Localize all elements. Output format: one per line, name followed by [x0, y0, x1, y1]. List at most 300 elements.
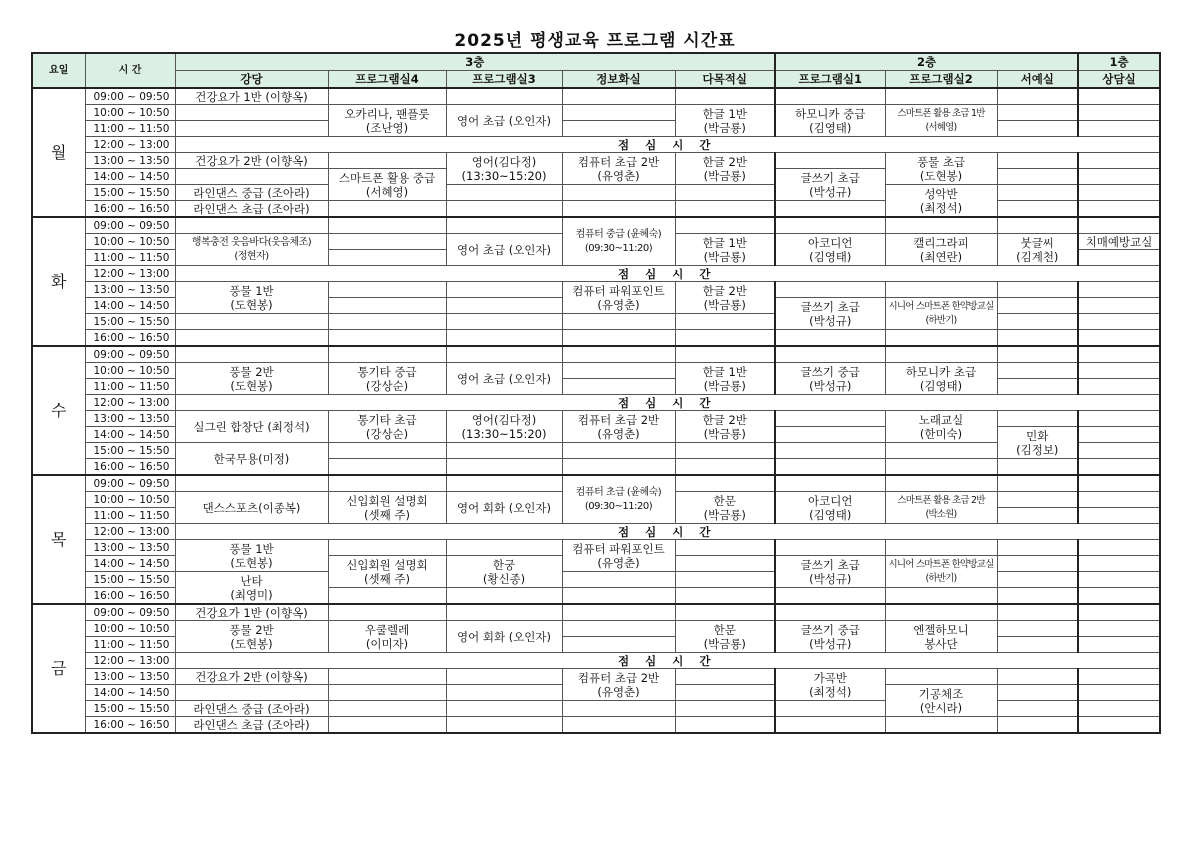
mon-room4-am: 오카리나, 팬플룻 (조난영)	[328, 105, 446, 137]
empty-cell	[562, 346, 675, 363]
header-room-counsel: 상담실	[1078, 71, 1160, 89]
header-room-4: 프로그램실4	[328, 71, 446, 89]
thu-auditorium-pm: 풍물 1반 (도현봉)	[175, 540, 328, 572]
time-slot: 09:00 ~ 09:50	[85, 88, 175, 105]
empty-cell	[1078, 427, 1160, 443]
empty-cell	[885, 88, 997, 105]
header-time: 시 간	[85, 53, 175, 88]
time-slot: 15:00 ~ 15:50	[85, 185, 175, 201]
empty-cell	[997, 637, 1078, 653]
lunch-row: 점 심 시 간	[175, 395, 1160, 411]
thu-room3-pm: 한궁 (황신종)	[446, 556, 562, 588]
empty-cell	[328, 330, 446, 347]
empty-cell	[562, 588, 675, 605]
thu-room3-am: 영어 회화 (오인자)	[446, 492, 562, 524]
empty-cell	[446, 314, 562, 330]
empty-cell	[562, 330, 675, 347]
empty-cell	[775, 88, 885, 105]
time-slot: 13:00 ~ 13:50	[85, 411, 175, 427]
empty-cell	[997, 88, 1078, 105]
header-room-1: 프로그램실1	[775, 71, 885, 89]
empty-cell	[328, 234, 446, 250]
thu-auditorium-late: 난타 (최영미)	[175, 572, 328, 605]
tue-info-pm: 컴퓨터 파워포인트 (유영춘)	[562, 282, 675, 314]
empty-cell	[562, 459, 675, 476]
empty-cell	[775, 346, 885, 363]
time-slot: 10:00 ~ 10:50	[85, 105, 175, 121]
empty-cell	[997, 475, 1078, 492]
empty-cell	[997, 508, 1078, 524]
empty-cell	[885, 330, 997, 347]
empty-cell	[328, 282, 446, 298]
empty-cell	[328, 298, 446, 314]
empty-cell	[328, 604, 446, 621]
empty-cell	[1078, 330, 1160, 347]
empty-cell	[997, 540, 1078, 556]
empty-cell	[997, 669, 1078, 685]
empty-cell	[1078, 411, 1160, 427]
empty-cell	[562, 185, 675, 201]
empty-cell	[997, 492, 1078, 508]
empty-cell	[775, 475, 885, 492]
empty-cell	[1078, 685, 1160, 701]
empty-cell	[328, 540, 446, 556]
time-slot: 12:00 ~ 13:00	[85, 395, 175, 411]
fri-room1-pm: 가곡반 (최정석)	[775, 669, 885, 701]
empty-cell	[997, 604, 1078, 621]
mon-auditorium-1500: 라인댄스 중급 (조아라)	[175, 185, 328, 201]
empty-cell	[1078, 637, 1160, 653]
empty-cell	[175, 685, 328, 701]
wed-callig-pm: 민화 (김정보)	[997, 427, 1078, 459]
time-slot: 11:00 ~ 11:50	[85, 250, 175, 266]
time-slot: 12:00 ~ 13:00	[85, 524, 175, 540]
wed-auditorium-pm: 실그린 합창단 (최정석)	[175, 411, 328, 443]
empty-cell	[1078, 217, 1160, 234]
time-slot: 12:00 ~ 13:00	[85, 137, 175, 153]
empty-cell	[328, 201, 446, 218]
fri-auditorium-1600: 라인댄스 초급 (조아라)	[175, 717, 328, 734]
empty-cell	[175, 330, 328, 347]
empty-cell	[997, 346, 1078, 363]
empty-cell	[446, 346, 562, 363]
thu-auditorium-am: 댄스스포츠(이종복)	[175, 492, 328, 524]
empty-cell	[1078, 379, 1160, 395]
header-room-info: 정보화실	[562, 71, 675, 89]
header-room-calligraphy: 서예실	[997, 71, 1078, 89]
empty-cell	[1078, 492, 1160, 508]
empty-cell	[175, 169, 328, 185]
empty-cell	[885, 588, 997, 605]
wed-room4-pm: 통기타 초급 (강상순)	[328, 411, 446, 443]
day-label-tue: 화	[32, 217, 85, 346]
mon-room2-pm: 풍물 초급 (도현봉)	[885, 153, 997, 185]
empty-cell	[1078, 121, 1160, 137]
empty-cell	[446, 201, 562, 218]
empty-cell	[446, 604, 562, 621]
empty-cell	[446, 443, 562, 459]
empty-cell	[675, 685, 775, 701]
empty-cell	[562, 201, 675, 218]
fri-room2-pm: 기공체조 (안시라)	[885, 685, 997, 717]
empty-cell	[562, 701, 675, 717]
thu-room1-pm: 글쓰기 초급 (박성규)	[775, 556, 885, 588]
empty-cell	[446, 217, 562, 234]
fri-auditorium-1300: 건강요가 2반 (이향옥)	[175, 669, 328, 685]
thu-room2-pm: 시니어 스마트폰 한약방교실 (하반기)	[885, 556, 997, 588]
tue-room2-am: 캘리그라피 (최연란)	[885, 234, 997, 266]
empty-cell	[446, 459, 562, 476]
time-slot: 16:00 ~ 16:50	[85, 717, 175, 734]
empty-cell	[997, 701, 1078, 717]
time-slot: 11:00 ~ 11:50	[85, 121, 175, 137]
time-slot: 13:00 ~ 13:50	[85, 669, 175, 685]
empty-cell	[997, 411, 1078, 427]
page-title: 2025년 평생교육 프로그램 시간표	[454, 31, 736, 51]
fri-room1-am: 글쓰기 중급 (박성규)	[775, 621, 885, 653]
empty-cell	[675, 346, 775, 363]
empty-cell	[1078, 443, 1160, 459]
tue-room1-pm: 글쓰기 초급 (박성규)	[775, 298, 885, 330]
time-slot: 14:00 ~ 14:50	[85, 169, 175, 185]
lunch-row: 점 심 시 간	[175, 137, 1160, 153]
empty-cell	[997, 185, 1078, 201]
mon-room1-pm: 글쓰기 초급 (박성규)	[775, 169, 885, 201]
wed-room2-pm: 노래교실 (한미숙)	[885, 411, 997, 443]
empty-cell	[328, 346, 446, 363]
empty-cell	[775, 459, 885, 476]
empty-cell	[446, 588, 562, 605]
time-slot: 14:00 ~ 14:50	[85, 685, 175, 701]
fri-auditorium-am: 풍물 2반 (도현봉)	[175, 621, 328, 653]
time-slot: 16:00 ~ 16:50	[85, 201, 175, 218]
empty-cell	[446, 717, 562, 734]
empty-cell	[1078, 540, 1160, 556]
empty-cell	[1078, 701, 1160, 717]
mon-auditorium-1300: 건강요가 2반 (이향옥)	[175, 153, 328, 169]
tue-counsel-am: 치매예방교실	[1078, 234, 1160, 250]
mon-auditorium-1600: 라인댄스 초급 (조아라)	[175, 201, 328, 218]
tue-multi-pm: 한글 2반 (박금룡)	[675, 282, 775, 314]
empty-cell	[885, 282, 997, 298]
empty-cell	[562, 637, 675, 653]
empty-cell	[775, 411, 885, 427]
mon-auditorium-0900: 건강요가 1반 (이향옥)	[175, 88, 328, 105]
time-slot: 12:00 ~ 13:00	[85, 653, 175, 669]
time-slot: 14:00 ~ 14:50	[85, 556, 175, 572]
thu-room1-am: 아코디언 (김영태)	[775, 492, 885, 524]
empty-cell	[775, 588, 885, 605]
empty-cell	[446, 330, 562, 347]
day-label-fri: 금	[32, 604, 85, 733]
time-slot: 11:00 ~ 11:50	[85, 379, 175, 395]
lunch-row: 점 심 시 간	[175, 653, 1160, 669]
tue-auditorium-am: 행복충전 웃음바다(웃음체조) (정현자)	[175, 234, 328, 266]
empty-cell	[1078, 282, 1160, 298]
empty-cell	[675, 604, 775, 621]
time-slot: 09:00 ~ 09:50	[85, 604, 175, 621]
empty-cell	[562, 443, 675, 459]
empty-cell	[675, 88, 775, 105]
tue-room1-am: 아코디언 (김영태)	[775, 234, 885, 266]
empty-cell	[1078, 459, 1160, 476]
empty-cell	[446, 185, 562, 201]
empty-cell	[675, 588, 775, 605]
wed-room2-am: 하모니카 초급 (김영태)	[885, 363, 997, 395]
day-label-wed: 수	[32, 346, 85, 475]
empty-cell	[1078, 556, 1160, 572]
empty-cell	[1078, 621, 1160, 637]
time-slot: 11:00 ~ 11:50	[85, 637, 175, 653]
empty-cell	[175, 314, 328, 330]
tue-room3-am: 영어 초급 (오인자)	[446, 234, 562, 266]
empty-cell	[1078, 669, 1160, 685]
day-label-thu: 목	[32, 475, 85, 604]
tue-info-am: 컴퓨터 중급 (윤혜숙) (09:30~11:20)	[562, 217, 675, 266]
empty-cell	[997, 121, 1078, 137]
empty-cell	[328, 717, 446, 734]
mon-info-pm: 컴퓨터 초급 2반 (유영춘)	[562, 153, 675, 185]
empty-cell	[1078, 298, 1160, 314]
time-slot: 15:00 ~ 15:50	[85, 701, 175, 717]
wed-auditorium-late: 한국무용(미정)	[175, 443, 328, 476]
empty-cell	[997, 153, 1078, 169]
header-day: 요일	[32, 53, 85, 88]
empty-cell	[1078, 604, 1160, 621]
empty-cell	[1078, 475, 1160, 492]
mon-multi-pm: 한글 2반 (박금룡)	[675, 153, 775, 185]
empty-cell	[997, 588, 1078, 605]
empty-cell	[1078, 250, 1160, 266]
empty-cell	[997, 379, 1078, 395]
empty-cell	[562, 717, 675, 734]
empty-cell	[675, 572, 775, 588]
empty-cell	[562, 88, 675, 105]
thu-multi-am: 한문 (박금룡)	[675, 492, 775, 524]
empty-cell	[885, 346, 997, 363]
empty-cell	[328, 88, 446, 105]
empty-cell	[675, 185, 775, 201]
empty-cell	[328, 701, 446, 717]
wed-multi-pm: 한글 2반 (박금룡)	[675, 411, 775, 443]
time-slot: 11:00 ~ 11:50	[85, 508, 175, 524]
time-slot: 10:00 ~ 10:50	[85, 492, 175, 508]
time-slot: 12:00 ~ 13:00	[85, 266, 175, 282]
header-floor3: 3층	[175, 53, 775, 71]
time-slot: 16:00 ~ 16:50	[85, 330, 175, 347]
empty-cell	[675, 540, 775, 556]
empty-cell	[885, 217, 997, 234]
time-slot: 15:00 ~ 15:50	[85, 314, 175, 330]
empty-cell	[997, 556, 1078, 572]
empty-cell	[1078, 346, 1160, 363]
time-slot: 13:00 ~ 13:50	[85, 540, 175, 556]
empty-cell	[446, 669, 562, 685]
empty-cell	[775, 701, 885, 717]
empty-cell	[997, 169, 1078, 185]
empty-cell	[775, 282, 885, 298]
header-room-multi: 다목적실	[675, 71, 775, 89]
empty-cell	[675, 717, 775, 734]
empty-cell	[328, 588, 446, 605]
empty-cell	[328, 459, 446, 476]
empty-cell	[562, 105, 675, 121]
empty-cell	[675, 217, 775, 234]
empty-cell	[775, 604, 885, 621]
empty-cell	[446, 701, 562, 717]
empty-cell	[562, 572, 675, 588]
wed-room1-am: 글쓰기 중급 (박성규)	[775, 363, 885, 395]
fri-info-pm: 컴퓨터 초급 2반 (유영춘)	[562, 669, 675, 701]
empty-cell	[328, 443, 446, 459]
fri-room3-am: 영어 회화 (오인자)	[446, 621, 562, 653]
empty-cell	[328, 217, 446, 234]
mon-room2-late: 성악반 (최정석)	[885, 185, 997, 218]
thu-room4-pm: 신입회원 설명회 (셋째 주)	[328, 556, 446, 588]
empty-cell	[1078, 363, 1160, 379]
empty-cell	[775, 201, 885, 218]
empty-cell	[675, 669, 775, 685]
empty-cell	[675, 459, 775, 476]
fri-room2-am: 엔젤하모니 봉사단	[885, 621, 997, 653]
empty-cell	[446, 88, 562, 105]
empty-cell	[885, 443, 997, 459]
wed-info-pm: 컴퓨터 초급 2반 (유영춘)	[562, 411, 675, 443]
empty-cell	[328, 250, 446, 266]
empty-cell	[1078, 201, 1160, 218]
empty-cell	[997, 282, 1078, 298]
header-room-auditorium: 강당	[175, 71, 328, 89]
empty-cell	[997, 314, 1078, 330]
tue-auditorium-pm: 풍물 1반 (도현봉)	[175, 282, 328, 314]
empty-cell	[1078, 508, 1160, 524]
empty-cell	[1078, 105, 1160, 121]
empty-cell	[775, 717, 885, 734]
empty-cell	[775, 427, 885, 443]
empty-cell	[997, 201, 1078, 218]
tue-room2-pm: 시니어 스마트폰 한약방교실 (하반기)	[885, 298, 997, 330]
empty-cell	[446, 298, 562, 314]
wed-multi-am: 한글 1반 (박금룡)	[675, 363, 775, 395]
wed-room3-pm: 영어(김다정) (13:30~15:20)	[446, 411, 562, 443]
fri-multi-am: 한문 (박금룡)	[675, 621, 775, 653]
empty-cell	[997, 459, 1078, 476]
time-slot: 13:00 ~ 13:50	[85, 282, 175, 298]
mon-multi-am: 한글 1반 (박금룡)	[675, 105, 775, 137]
empty-cell	[175, 217, 328, 234]
empty-cell	[1078, 717, 1160, 734]
time-slot: 16:00 ~ 16:50	[85, 588, 175, 605]
fri-auditorium-1500: 라인댄스 중급 (조아라)	[175, 701, 328, 717]
day-label-mon: 월	[32, 88, 85, 217]
time-slot: 10:00 ~ 10:50	[85, 621, 175, 637]
header-room-3: 프로그램실3	[446, 71, 562, 89]
empty-cell	[775, 153, 885, 169]
empty-cell	[175, 346, 328, 363]
lunch-row: 점 심 시 간	[175, 266, 1160, 282]
tue-callig-am: 붓글씨 (김계천)	[997, 234, 1078, 266]
fri-room4-am: 우쿨렐레 (이미자)	[328, 621, 446, 653]
thu-room4-am: 신입회원 설명회 (셋째 주)	[328, 492, 446, 524]
empty-cell	[1078, 169, 1160, 185]
empty-cell	[997, 685, 1078, 701]
empty-cell	[997, 105, 1078, 121]
empty-cell	[997, 621, 1078, 637]
fri-auditorium-0900: 건강요가 1반 (이향옥)	[175, 604, 328, 621]
lunch-row: 점 심 시 간	[175, 524, 1160, 540]
empty-cell	[775, 540, 885, 556]
empty-cell	[1078, 153, 1160, 169]
empty-cell	[328, 669, 446, 685]
empty-cell	[675, 201, 775, 218]
time-slot: 13:00 ~ 13:50	[85, 153, 175, 169]
empty-cell	[1078, 314, 1160, 330]
mon-room3-pm: 영어(김다정) (13:30~15:20)	[446, 153, 562, 185]
empty-cell	[562, 379, 675, 395]
empty-cell	[997, 572, 1078, 588]
empty-cell	[997, 330, 1078, 347]
empty-cell	[562, 604, 675, 621]
time-slot: 16:00 ~ 16:50	[85, 459, 175, 476]
empty-cell	[775, 217, 885, 234]
time-slot: 09:00 ~ 09:50	[85, 475, 175, 492]
thu-room2-am: 스마트폰 활용 초급 2반 (박소원)	[885, 492, 997, 524]
empty-cell	[446, 540, 562, 556]
mon-room3-am: 영어 초급 (오인자)	[446, 105, 562, 137]
empty-cell	[562, 121, 675, 137]
empty-cell	[328, 153, 446, 169]
time-slot: 09:00 ~ 09:50	[85, 346, 175, 363]
empty-cell	[885, 540, 997, 556]
thu-info-am: 컴퓨터 초급 (윤혜숙) (09:30~11:20)	[562, 475, 675, 524]
empty-cell	[997, 298, 1078, 314]
empty-cell	[328, 475, 446, 492]
empty-cell	[775, 330, 885, 347]
empty-cell	[675, 314, 775, 330]
empty-cell	[997, 717, 1078, 734]
empty-cell	[1078, 88, 1160, 105]
empty-cell	[675, 330, 775, 347]
empty-cell	[562, 363, 675, 379]
time-slot: 15:00 ~ 15:50	[85, 572, 175, 588]
empty-cell	[997, 217, 1078, 234]
empty-cell	[675, 475, 775, 492]
empty-cell	[885, 669, 997, 685]
tue-multi-am: 한글 1반 (박금룡)	[675, 234, 775, 266]
timetable	[31, 52, 1161, 734]
empty-cell	[328, 685, 446, 701]
empty-cell	[885, 475, 997, 492]
time-slot: 10:00 ~ 10:50	[85, 363, 175, 379]
time-slot: 15:00 ~ 15:50	[85, 443, 175, 459]
wed-room3-am: 영어 초급 (오인자)	[446, 363, 562, 395]
empty-cell	[675, 701, 775, 717]
empty-cell	[675, 443, 775, 459]
time-slot: 10:00 ~ 10:50	[85, 234, 175, 250]
empty-cell	[1078, 572, 1160, 588]
empty-cell	[175, 121, 328, 137]
empty-cell	[328, 314, 446, 330]
empty-cell	[997, 363, 1078, 379]
wed-room4-am: 통기타 중급 (강상순)	[328, 363, 446, 395]
thu-info-pm: 컴퓨터 파워포인트 (유영춘)	[562, 540, 675, 572]
time-slot: 14:00 ~ 14:50	[85, 427, 175, 443]
empty-cell	[775, 443, 885, 459]
time-slot: 09:00 ~ 09:50	[85, 217, 175, 234]
empty-cell	[562, 621, 675, 637]
empty-cell	[1078, 588, 1160, 605]
time-slot: 14:00 ~ 14:50	[85, 298, 175, 314]
